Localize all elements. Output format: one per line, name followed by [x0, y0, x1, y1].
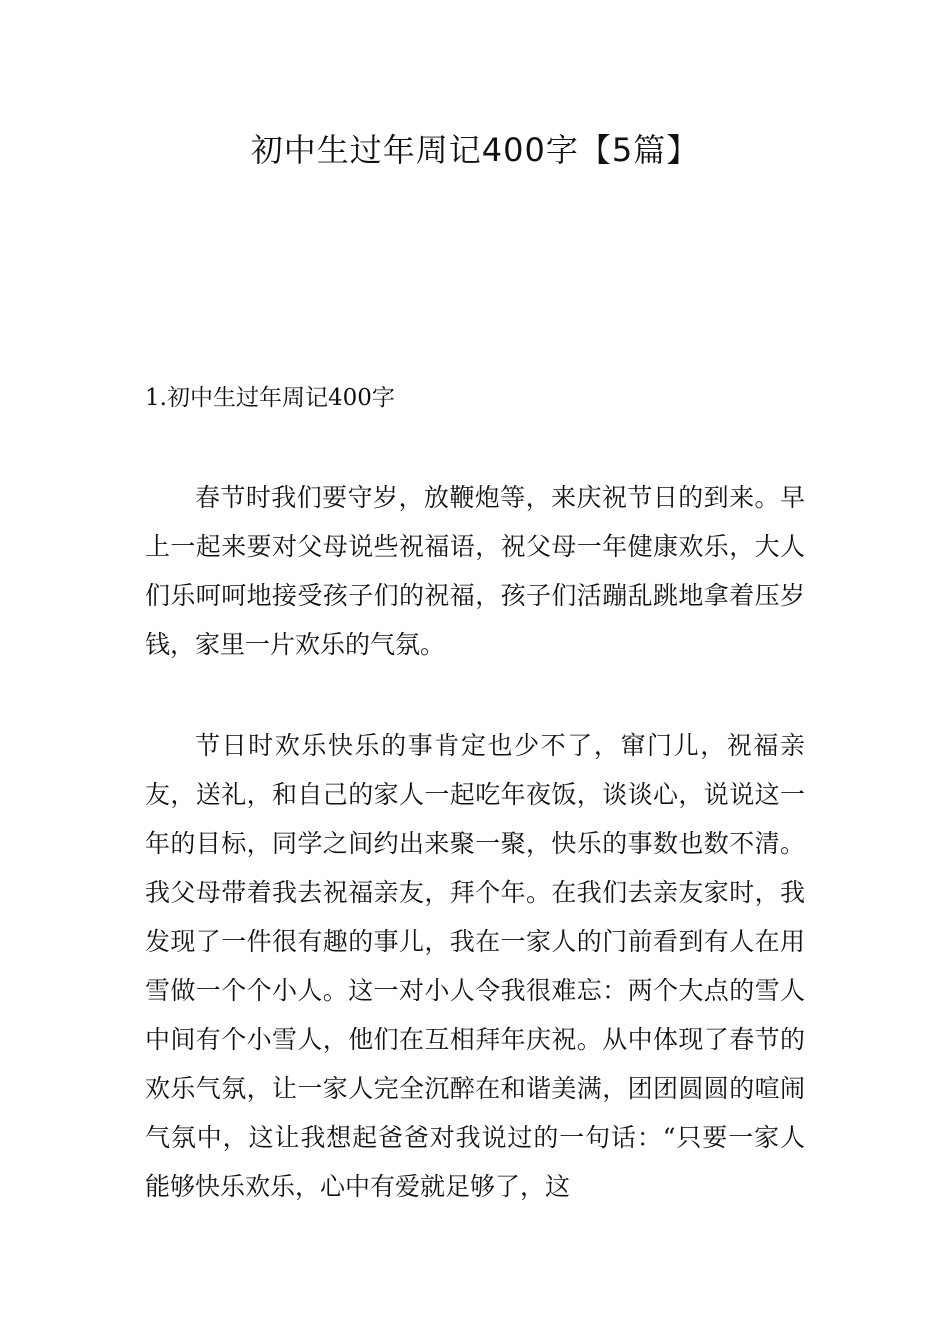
section-heading: 1.初中生过年周记400字 — [145, 385, 395, 411]
page-title: 初中生过年周记400字【5篇】 — [250, 131, 700, 169]
paragraph: 节日时欢乐快乐的事肯定也少不了，窜门儿，祝福亲友，送礼，和自己的家人一起吃年夜饭，谈谈心，说说这一年的目标，同学之间约出来聚一聚，快乐的事数也数不清。我父母带着我去祝福亲友，拜个年。在我们去亲友家时，我发现了一件很有趣的事儿，我在一家人的门前看到有人在用雪做一个个小人。这一对小人令我很难忘：两个大点的雪人中间有个小雪人，他们在互相拜年庆祝。从中体现了春节的欢乐气氛，让一家人完全沉醉在和谐美满，团团圆圆的喧闹气氛中，这让我想起爸爸对我说过的一句话：“只要一家人能够快乐欢乐，心中有爱就足够了，这 — [145, 731, 805, 1201]
paragraph: 春节时我们要守岁，放鞭炮等，来庆祝节日的到来。早上一起来要对父母说些祝福语，祝父母一年健康欢乐，大人们乐呵呵地接受孩子们的祝福，孩子们活蹦乱跳地拿着压岁钱，家里一片欢乐的气氛。 — [145, 483, 805, 659]
